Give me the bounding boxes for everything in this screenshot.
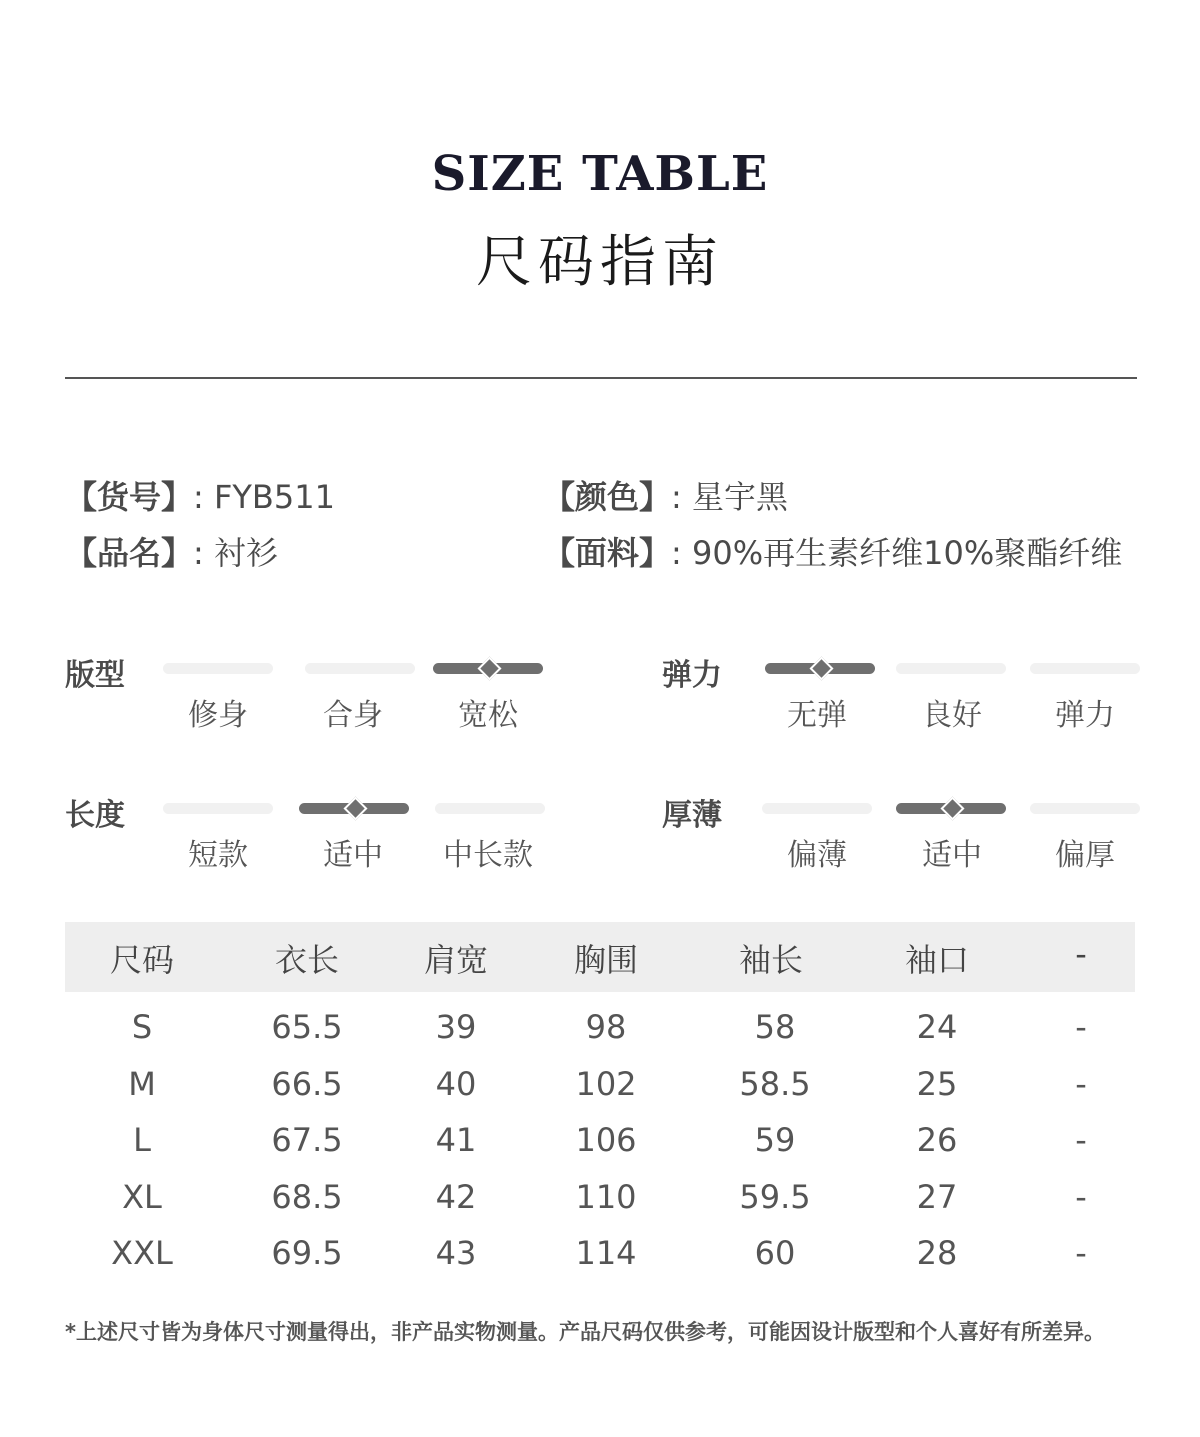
footnote: *上述尺寸皆为身体尺寸测量得出，非产品实物测量。产品尺码仅供参考，可能因设计版型和个人喜好有所差异。 <box>65 1320 1105 1344</box>
attr-length-option: 适中 <box>323 838 383 873</box>
info-color <box>543 472 788 518</box>
table-cell: 69.5 <box>271 1234 343 1272</box>
attr-stretch-option: 无弹 <box>787 698 847 733</box>
table-header-cell: 袖长 <box>738 941 803 979</box>
attr-fit-title: 版型 <box>65 658 125 693</box>
table-cell: XL <box>122 1178 162 1216</box>
attr-stretch-option: 良好 <box>922 698 982 733</box>
table-cell: 110 <box>575 1178 637 1216</box>
info-item-no-label: 【货号】 <box>65 478 194 516</box>
table-cell: - <box>1075 1008 1087 1046</box>
table-header-cell: 尺码 <box>109 941 174 979</box>
attr-length-title: 长度 <box>65 798 125 833</box>
attr-thickness-bar-1-selected <box>896 803 1006 814</box>
info-color-value: : 星宇黑 <box>671 478 788 516</box>
table-cell: 102 <box>575 1065 637 1103</box>
table-cell: 28 <box>916 1234 958 1272</box>
table-cell: M <box>128 1065 156 1103</box>
attr-stretch-option: 弹力 <box>1055 698 1115 733</box>
table-cell: 40 <box>435 1065 477 1103</box>
info-fabric <box>543 528 1122 574</box>
table-cell: 66.5 <box>271 1065 343 1103</box>
divider <box>65 377 1137 379</box>
table-cell: 27 <box>916 1178 958 1216</box>
info-fabric-label: 【面料】 <box>543 534 672 572</box>
table-header-cell: 肩宽 <box>423 941 488 979</box>
table-cell: 42 <box>435 1178 477 1216</box>
info-name-value: : 衬衫 <box>193 534 278 572</box>
attr-length-option: 中长款 <box>443 838 533 873</box>
table-cell: 98 <box>585 1008 627 1046</box>
attr-length-option: 短款 <box>188 838 248 873</box>
info-item-no <box>65 472 335 518</box>
table-header-cell: 胸围 <box>573 941 638 979</box>
table-cell: 39 <box>435 1008 477 1046</box>
attr-length-bar-2 <box>435 803 545 814</box>
attr-fit-bar-2-selected <box>433 663 543 674</box>
attr-stretch-bar-0-selected <box>765 663 875 674</box>
attr-thickness-option: 适中 <box>922 838 982 873</box>
attr-length-bar-0 <box>163 803 273 814</box>
table-cell: 114 <box>575 1234 637 1272</box>
table-cell: 26 <box>916 1121 958 1159</box>
table-cell: - <box>1075 1178 1087 1216</box>
selected-marker-icon <box>809 656 833 680</box>
table-cell: 24 <box>916 1008 958 1046</box>
info-name-label: 【品名】 <box>65 534 194 572</box>
table-cell: - <box>1075 1234 1087 1272</box>
info-item-no-value: : FYB511 <box>193 478 335 516</box>
attr-fit-option: 合身 <box>323 698 383 733</box>
table-cell: 43 <box>435 1234 477 1272</box>
attr-thickness-option: 偏薄 <box>787 838 847 873</box>
selected-marker-icon <box>477 656 501 680</box>
table-cell: 65.5 <box>271 1008 343 1046</box>
table-cell: 59 <box>754 1121 796 1159</box>
selected-marker-icon <box>343 796 367 820</box>
info-name <box>65 528 278 574</box>
attr-fit-bar-0 <box>163 663 273 674</box>
table-cell: 68.5 <box>271 1178 343 1216</box>
table-header-cell: 袖口 <box>904 941 969 979</box>
attr-fit-bar-1 <box>305 663 415 674</box>
info-color-label: 【颜色】 <box>543 478 672 516</box>
attr-length-bar-1-selected <box>299 803 409 814</box>
info-fabric-value: : 90%再生素纤维10%聚酯纤维 <box>671 534 1123 572</box>
table-cell: - <box>1075 1121 1087 1159</box>
attr-thickness-bar-0 <box>762 803 872 814</box>
table-cell: 60 <box>754 1234 796 1272</box>
table-cell: 41 <box>435 1121 477 1159</box>
table-cell: 58 <box>754 1008 796 1046</box>
table-header-cell: - <box>1075 935 1087 973</box>
table-cell: 106 <box>575 1121 637 1159</box>
attr-stretch-title: 弹力 <box>662 658 722 693</box>
table-header-cell: 衣长 <box>274 941 339 979</box>
attr-stretch-bar-2 <box>1030 663 1140 674</box>
attr-fit-option: 宽松 <box>458 698 518 733</box>
title-english: SIZE TABLE <box>431 146 769 202</box>
table-cell: S <box>131 1008 153 1046</box>
attr-thickness-title: 厚薄 <box>662 798 722 833</box>
selected-marker-icon <box>940 796 964 820</box>
table-cell: L <box>133 1121 151 1159</box>
table-cell: 25 <box>916 1065 958 1103</box>
table-cell: - <box>1075 1065 1087 1103</box>
table-cell: 58.5 <box>739 1065 811 1103</box>
table-cell: XXL <box>111 1234 173 1272</box>
attr-thickness-option: 偏厚 <box>1055 838 1115 873</box>
attr-stretch-bar-1 <box>896 663 1006 674</box>
title-chinese: 尺码指南 <box>476 230 724 295</box>
table-cell: 67.5 <box>271 1121 343 1159</box>
attr-fit-option: 修身 <box>188 698 248 733</box>
table-cell: 59.5 <box>739 1178 811 1216</box>
attr-thickness-bar-2 <box>1030 803 1140 814</box>
